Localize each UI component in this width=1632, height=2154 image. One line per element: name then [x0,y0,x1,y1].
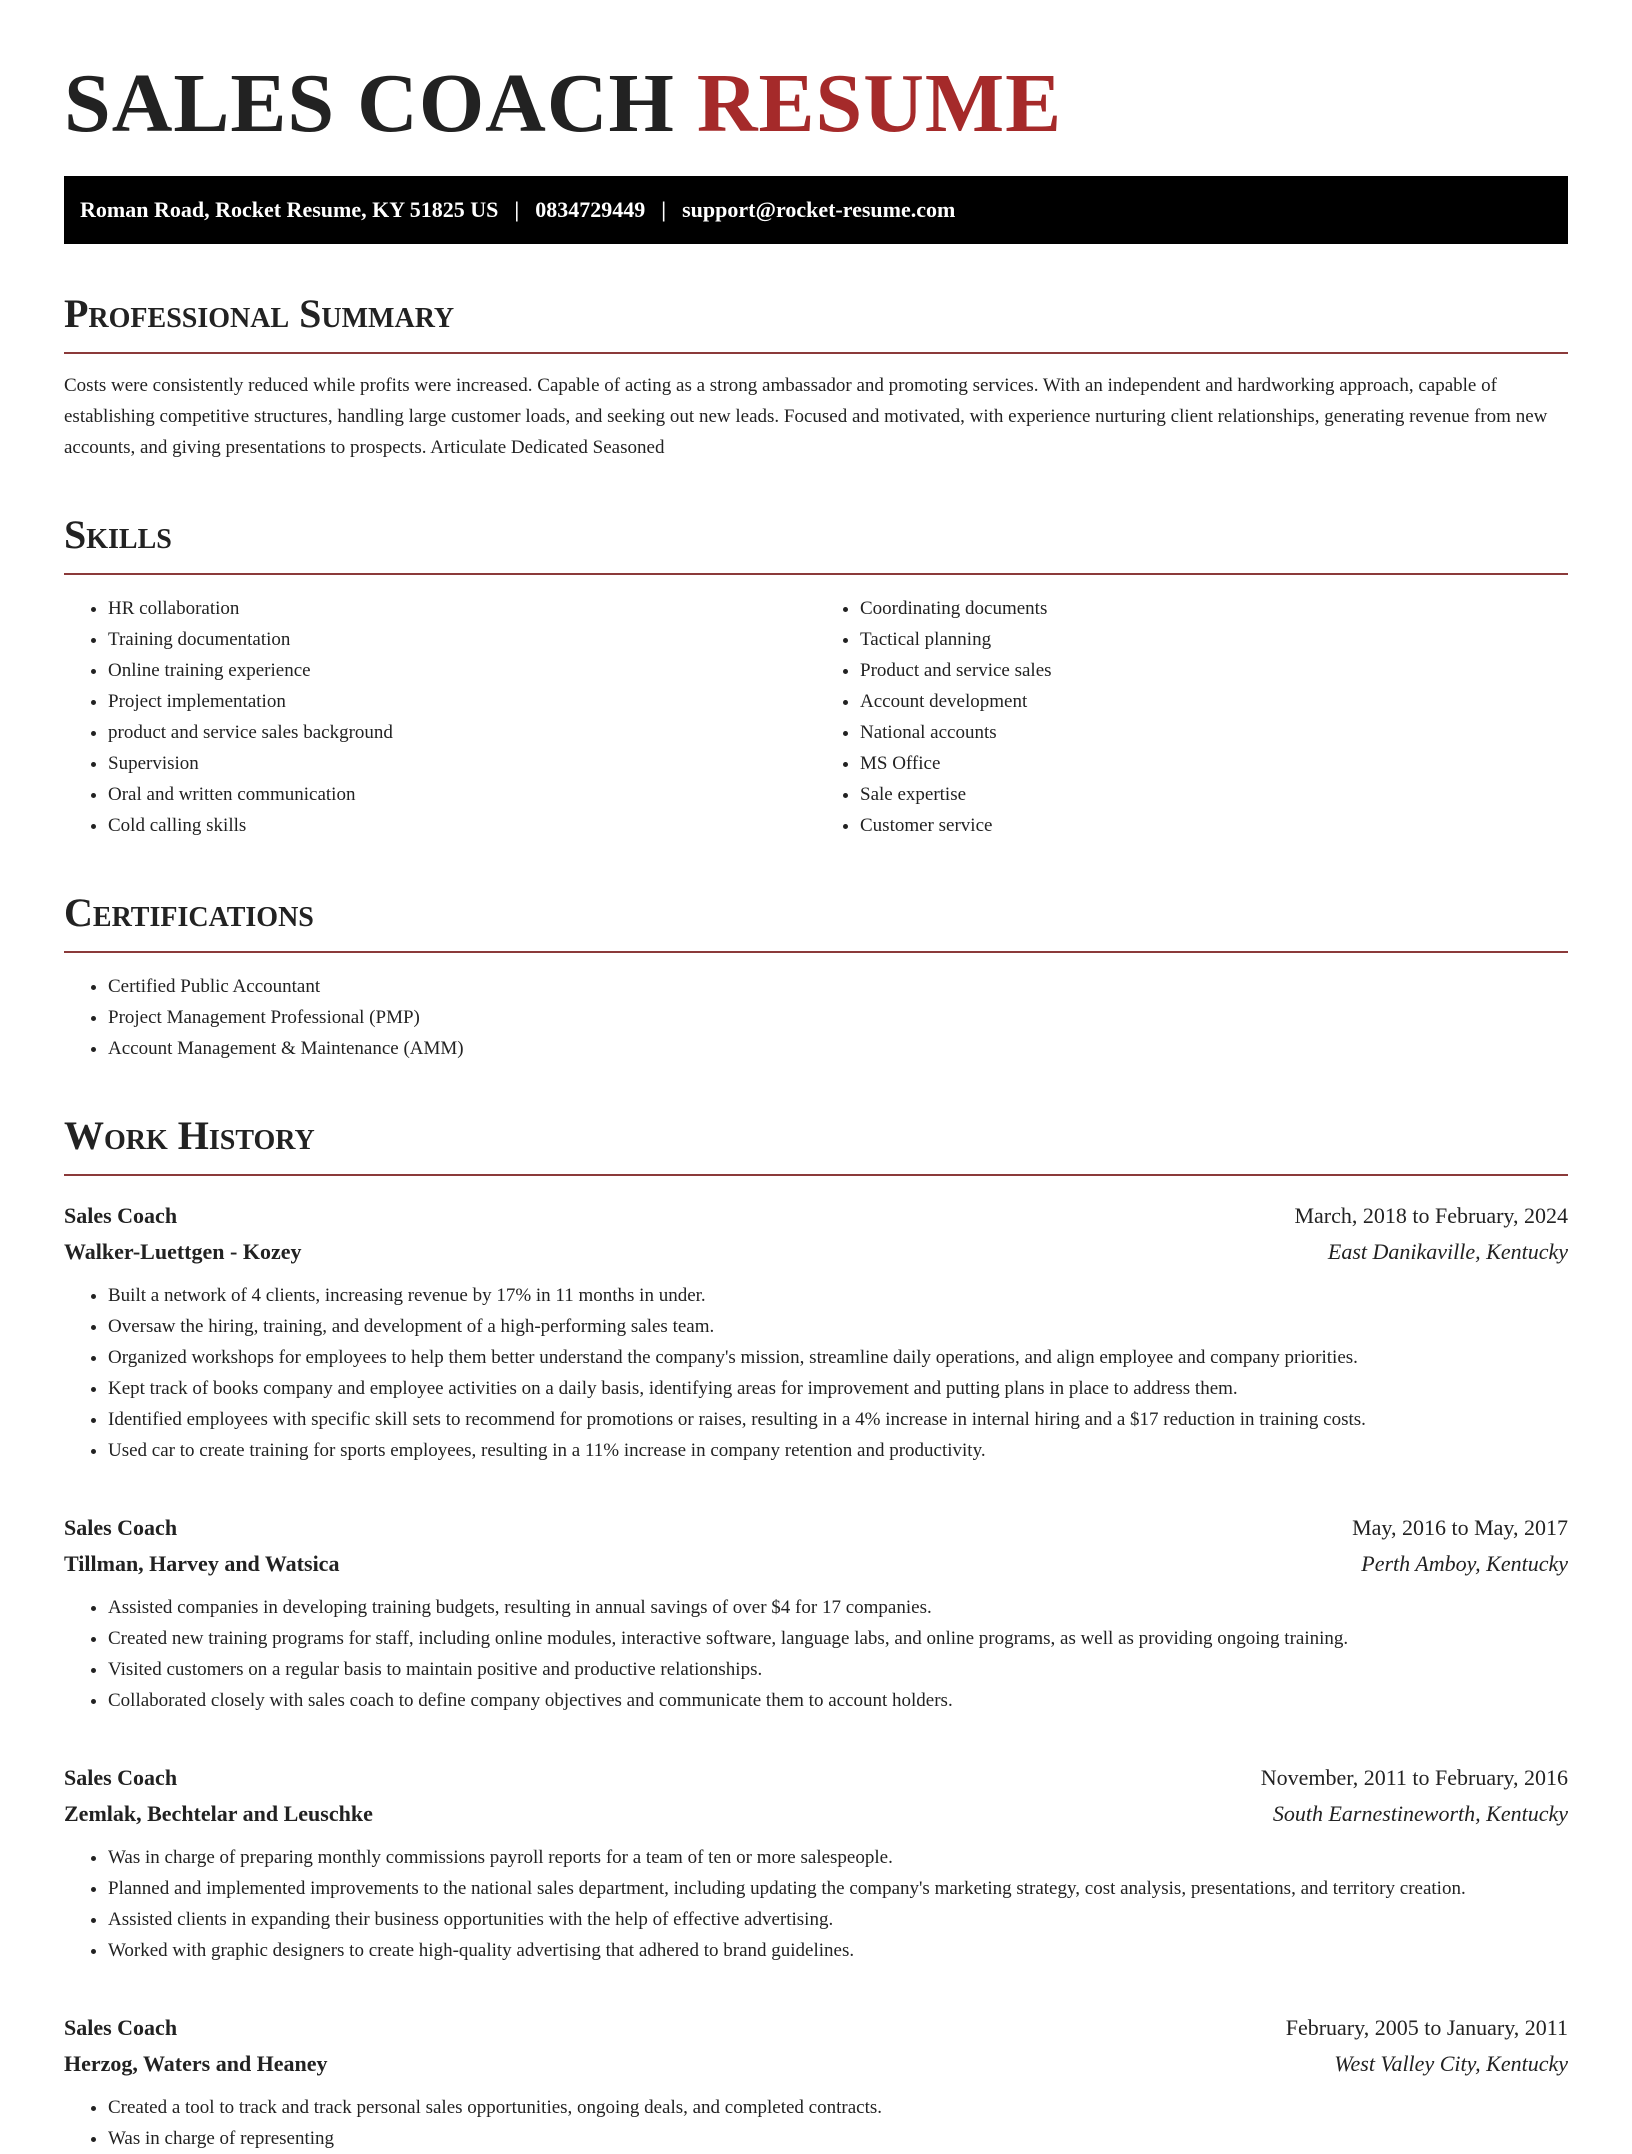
job-entry [64,2010,1568,2154]
job-header-row [64,1510,1568,1546]
skill-item: • Project implementation [108,686,816,717]
certification-item: • Project Management Professional (PMP) [108,1002,1568,1033]
job-location: Perth Amboy, Kentucky [1361,1551,1568,1576]
job-bullet: • Used car to create training for sports employees, resulting in a 11% increase in company retention and productivity. [108,1435,1568,1466]
job-company-row [64,1234,1568,1270]
job-location: East Danikaville, Kentucky [1327,1239,1568,1264]
job-bullet: • Was in charge of preparing monthly commissions payroll reports for a team of ten or more salespeople. [108,1842,1568,1873]
skills-list-right [816,593,1568,841]
skill-item: • Sale expertise [860,779,1568,810]
job-bullet: • Visited customers on a regular basis to maintain positive and productive relationships. [108,1654,1568,1685]
job-title: Sales Coach [64,2015,178,2040]
job-bullets [64,2092,1568,2154]
skills-list-left [64,593,816,841]
job-bullets [64,1592,1568,1716]
certification-item: • Account Management & Maintenance (AMM) [108,1033,1568,1064]
job-entry [64,1760,1568,1966]
certification-item: • Certified Public Accountant [108,971,1568,1002]
page-title [64,56,1568,152]
job-company-row [64,1546,1568,1582]
job-bullet: • Planned and implemented improvements to the national sales department, including updating the company's marketing strategy, cost analysis, presentations, and territory creation. [108,1873,1568,1904]
skill-item: • Oral and written communication [108,779,816,810]
summary-heading: Professional Summary [64,290,1568,354]
job-company: Zemlak, Bechtelar and Leuschke [64,1801,373,1826]
job-company-row [64,2046,1568,2082]
job-title: Sales Coach [64,1765,178,1790]
title-main: SALES COACH [64,57,675,150]
job-company: Walker-Luettgen - Kozey [64,1239,302,1264]
job-header-row [64,1760,1568,1796]
job-header-row [64,1198,1568,1234]
contact-email: support@rocket-resume.com [682,197,956,222]
skill-item: • Online training experience [108,655,816,686]
job-location: West Valley City, Kentucky [1334,2051,1568,2076]
contact-separator: | [661,197,667,222]
skill-item: • Coordinating documents [860,593,1568,624]
job-bullet: • Was in charge of representing [108,2123,1568,2154]
job-title: Sales Coach [64,1203,178,1228]
job-bullet: • Organized workshops for employees to help them better understand the company's mission, streamline daily operations, and align employee and company priorities. [108,1342,1568,1373]
job-dates: March, 2018 to February, 2024 [1294,1203,1568,1228]
certifications-list [64,971,1568,1064]
skill-item: • Account development [860,686,1568,717]
job-entry [64,1510,1568,1716]
job-bullets [64,1280,1568,1466]
job-entry [64,1198,1568,1466]
contact-bar [64,176,1568,244]
skills-heading: Skills [64,511,1568,575]
contact-separator: | [514,197,520,222]
job-bullet: • Created new training programs for staff, including online modules, interactive software, language labs, and online programs, as well as providing ongoing training. [108,1623,1568,1654]
job-title: Sales Coach [64,1515,178,1540]
skill-item: • Customer service [860,810,1568,841]
skill-item: • product and service sales background [108,717,816,748]
summary-text: Costs were consistently reduced while profits were increased. Capable of acting as a strong ambassador and promoting services. With an independent and hardworking approach, capable of establishing competitive structures, handling large customer loads, and seeking out new leads. Focused and motivated, with experience nurturing client relationships, generating revenue from new accounts, and giving presentations to prospects. Articulate Dedicated Seasoned [64,375,1548,458]
job-bullet: • Worked with graphic designers to create high-quality advertising that adhered to brand guidelines. [108,1935,1568,1966]
job-location: South Earnestineworth, Kentucky [1272,1801,1568,1826]
job-bullet: • Oversaw the hiring, training, and development of a high-performing sales team. [108,1311,1568,1342]
job-dates: May, 2016 to May, 2017 [1352,1515,1568,1540]
contact-phone: 0834729449 [535,197,646,222]
job-bullets [64,1842,1568,1966]
job-dates: February, 2005 to January, 2011 [1285,2015,1568,2040]
title-accent: RESUME [696,57,1063,150]
work-history-heading: Work History [64,1112,1568,1176]
contact-address: Roman Road, Rocket Resume, KY 51825 US [80,197,499,222]
job-bullet: • Kept track of books company and employee activities on a daily basis, identifying areas for improvement and putting plans in place to address them. [108,1373,1568,1404]
job-header-row [64,2010,1568,2046]
job-dates: November, 2011 to February, 2016 [1260,1765,1568,1790]
skills-grid [64,593,1568,841]
skill-item: • National accounts [860,717,1568,748]
job-bullet: • Assisted clients in expanding their business opportunities with the help of effective advertising. [108,1904,1568,1935]
job-bullet: • Identified employees with specific skill sets to recommend for promotions or raises, resulting in a 4% increase in internal hiring and a $17 reduction in training costs. [108,1404,1568,1435]
job-company: Tillman, Harvey and Watsica [64,1551,340,1576]
skill-item: • Training documentation [108,624,816,655]
job-bullet: • Assisted companies in developing training budgets, resulting in annual savings of over $4 for 17 companies. [108,1592,1568,1623]
skill-item: • Cold calling skills [108,810,816,841]
job-bullet: • Built a network of 4 clients, increasing revenue by 17% in 11 months in under. [108,1280,1568,1311]
skill-item: • Product and service sales [860,655,1568,686]
skill-item: • HR collaboration [108,593,816,624]
job-company: Herzog, Waters and Heaney [64,2051,328,2076]
job-bullet: • Collaborated closely with sales coach to define company objectives and communicate them to account holders. [108,1685,1568,1716]
skill-item: • Tactical planning [860,624,1568,655]
skill-item: • Supervision [108,748,816,779]
certifications-heading: Certifications [64,889,1568,953]
job-company-row [64,1796,1568,1832]
job-bullet: • Created a tool to track and track personal sales opportunities, ongoing deals, and completed contracts. [108,2092,1568,2123]
skill-item: • MS Office [860,748,1568,779]
